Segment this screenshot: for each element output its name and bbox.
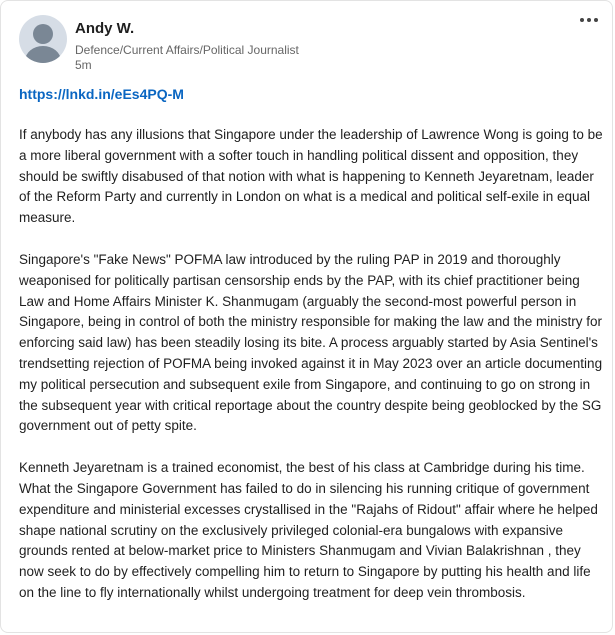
- author-headline: Defence/Current Affairs/Political Journalist: [75, 43, 299, 57]
- post-header: [19, 15, 299, 73]
- dot-icon: [594, 18, 598, 22]
- post-paragraph: If anybody has any illusions that Singapore under the leadership of Lawrence Wong is going to be a more liberal government with a softer touch in handling political dissent and opposition, they should be swiftly disabused of that notion with what is happening to Kenneth Jeyaretnam, leader of the Reform Party and currently in London on what is a medical and political self-exile in equal measure.: [19, 127, 603, 226]
- author-meta: [75, 20, 299, 73]
- dot-icon: [580, 18, 584, 22]
- avatar-head-icon: [33, 24, 53, 44]
- dot-icon: [587, 18, 591, 22]
- author-name[interactable]: Andy W.: [75, 20, 135, 37]
- post-body: [19, 125, 604, 625]
- post-link[interactable]: https://lnkd.in/eEs4PQ-M: [19, 86, 184, 102]
- post-paragraph: Kenneth Jeyaretnam is a trained economist, the best of his class at Cambridge during his time. What the Singapore Government has failed to do in silencing his running critique of government expenditure and ministerial excesses crystallised in the "Rajahs of Ridout" affair where he helped shape national scrutiny on the exclusively privileged colonial-era bungalows with expansive grounds rented at below-market price to Ministers Shanmugam and Vivian Balakrishnan , they now seek to do by effectively compelling him to return to Singapore by putting his health and life on the line to fly internationally whilst undergoing treatment for deep vein thrombosis.: [19, 460, 598, 600]
- more-options-button[interactable]: [576, 11, 602, 29]
- avatar[interactable]: [19, 15, 67, 63]
- avatar-body-icon: [25, 46, 61, 63]
- post-timestamp: 5m: [75, 58, 92, 72]
- post-paragraph: Singapore's "Fake News" POFMA law introduced by the ruling PAP in 2019 and thoroughly weaponised for politically partisan censorship ends by the PAP, with its chief practitioner being Law and Home Affairs Minister K. Shanmugam (arguably the second-most powerful person in Singapore, being in control of both the ministry responsible for making the law and the ministry for enforcing said law) has been steadily losing its bite. A process arguably started by Asia Sentinel's trendsetting rejection of POFMA being invoked against it in May 2023 over an article documenting my political persecution and subsequent exile from Singapore, and continuing to go on strong in the subsequent year with critical reportage about the country despite being geoblocked by the SG government out of petty spite.: [19, 251, 603, 434]
